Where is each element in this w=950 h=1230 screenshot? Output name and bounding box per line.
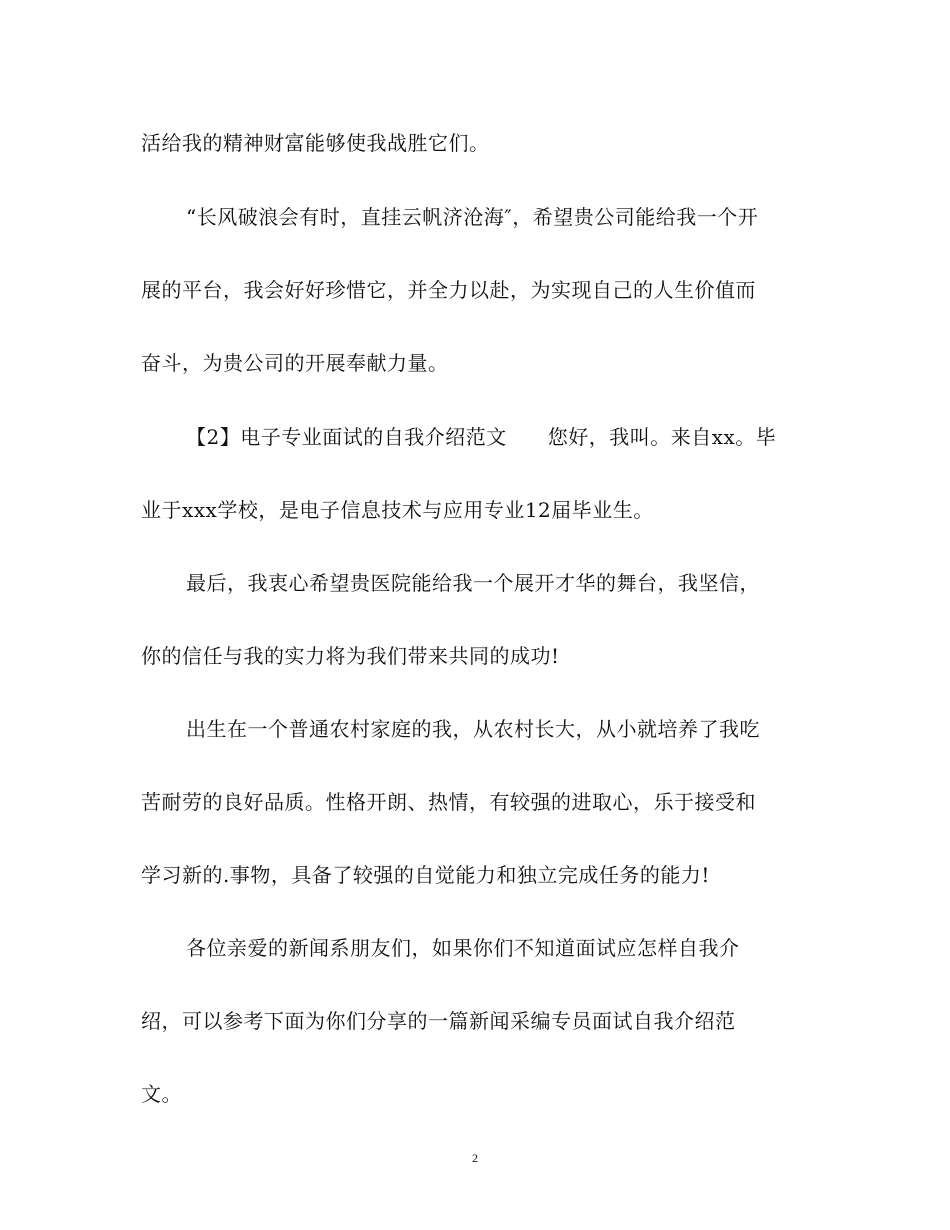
text-line: 绍，可以参考下面为你们分享的一篇新闻采编专员面试自我介绍范: [141, 1009, 736, 1033]
text-line: 学习新的.事物，具备了较强的自觉能力和独立完成任务的能力!: [141, 863, 710, 887]
text-line: 业于xxx学校，是电子信息技术与应用专业12届毕业生。: [141, 498, 654, 522]
text-line: 文。: [141, 1082, 182, 1106]
text-line: 苦耐劳的良好品质。性格开朗、热情，有较强的进取心，乐于接受和: [141, 790, 756, 814]
text-line: 你的信任与我的实力将为我们带来共同的成功!: [141, 644, 560, 668]
text-line: 展的平台，我会好好珍惜它，并全力以赴，为实现自己的人生价值而: [141, 278, 756, 302]
text-line: “长风破浪会有时，直挂云帆济沧海″，希望贵公司能给我一个开: [186, 205, 759, 229]
page-number: 2: [472, 1151, 478, 1165]
text-line: 出生在一个普通农村家庭的我，从农村长大，从小就培养了我吃: [186, 717, 760, 741]
text-line: 奋斗，为贵公司的开展奉献力量。: [141, 351, 449, 375]
text-line: 【2】电子专业面试的自我介绍范文 您好，我叫。来自xx。毕: [186, 425, 777, 449]
text-line: 活给我的精神财富能够使我战胜它们。: [141, 131, 490, 155]
text-line: 各位亲爱的新闻系朋友们，如果你们不知道面试应怎样自我介: [186, 936, 740, 960]
text-line: 最后，我衷心希望贵医院能给我一个展开才华的舞台，我坚信，: [186, 571, 760, 595]
